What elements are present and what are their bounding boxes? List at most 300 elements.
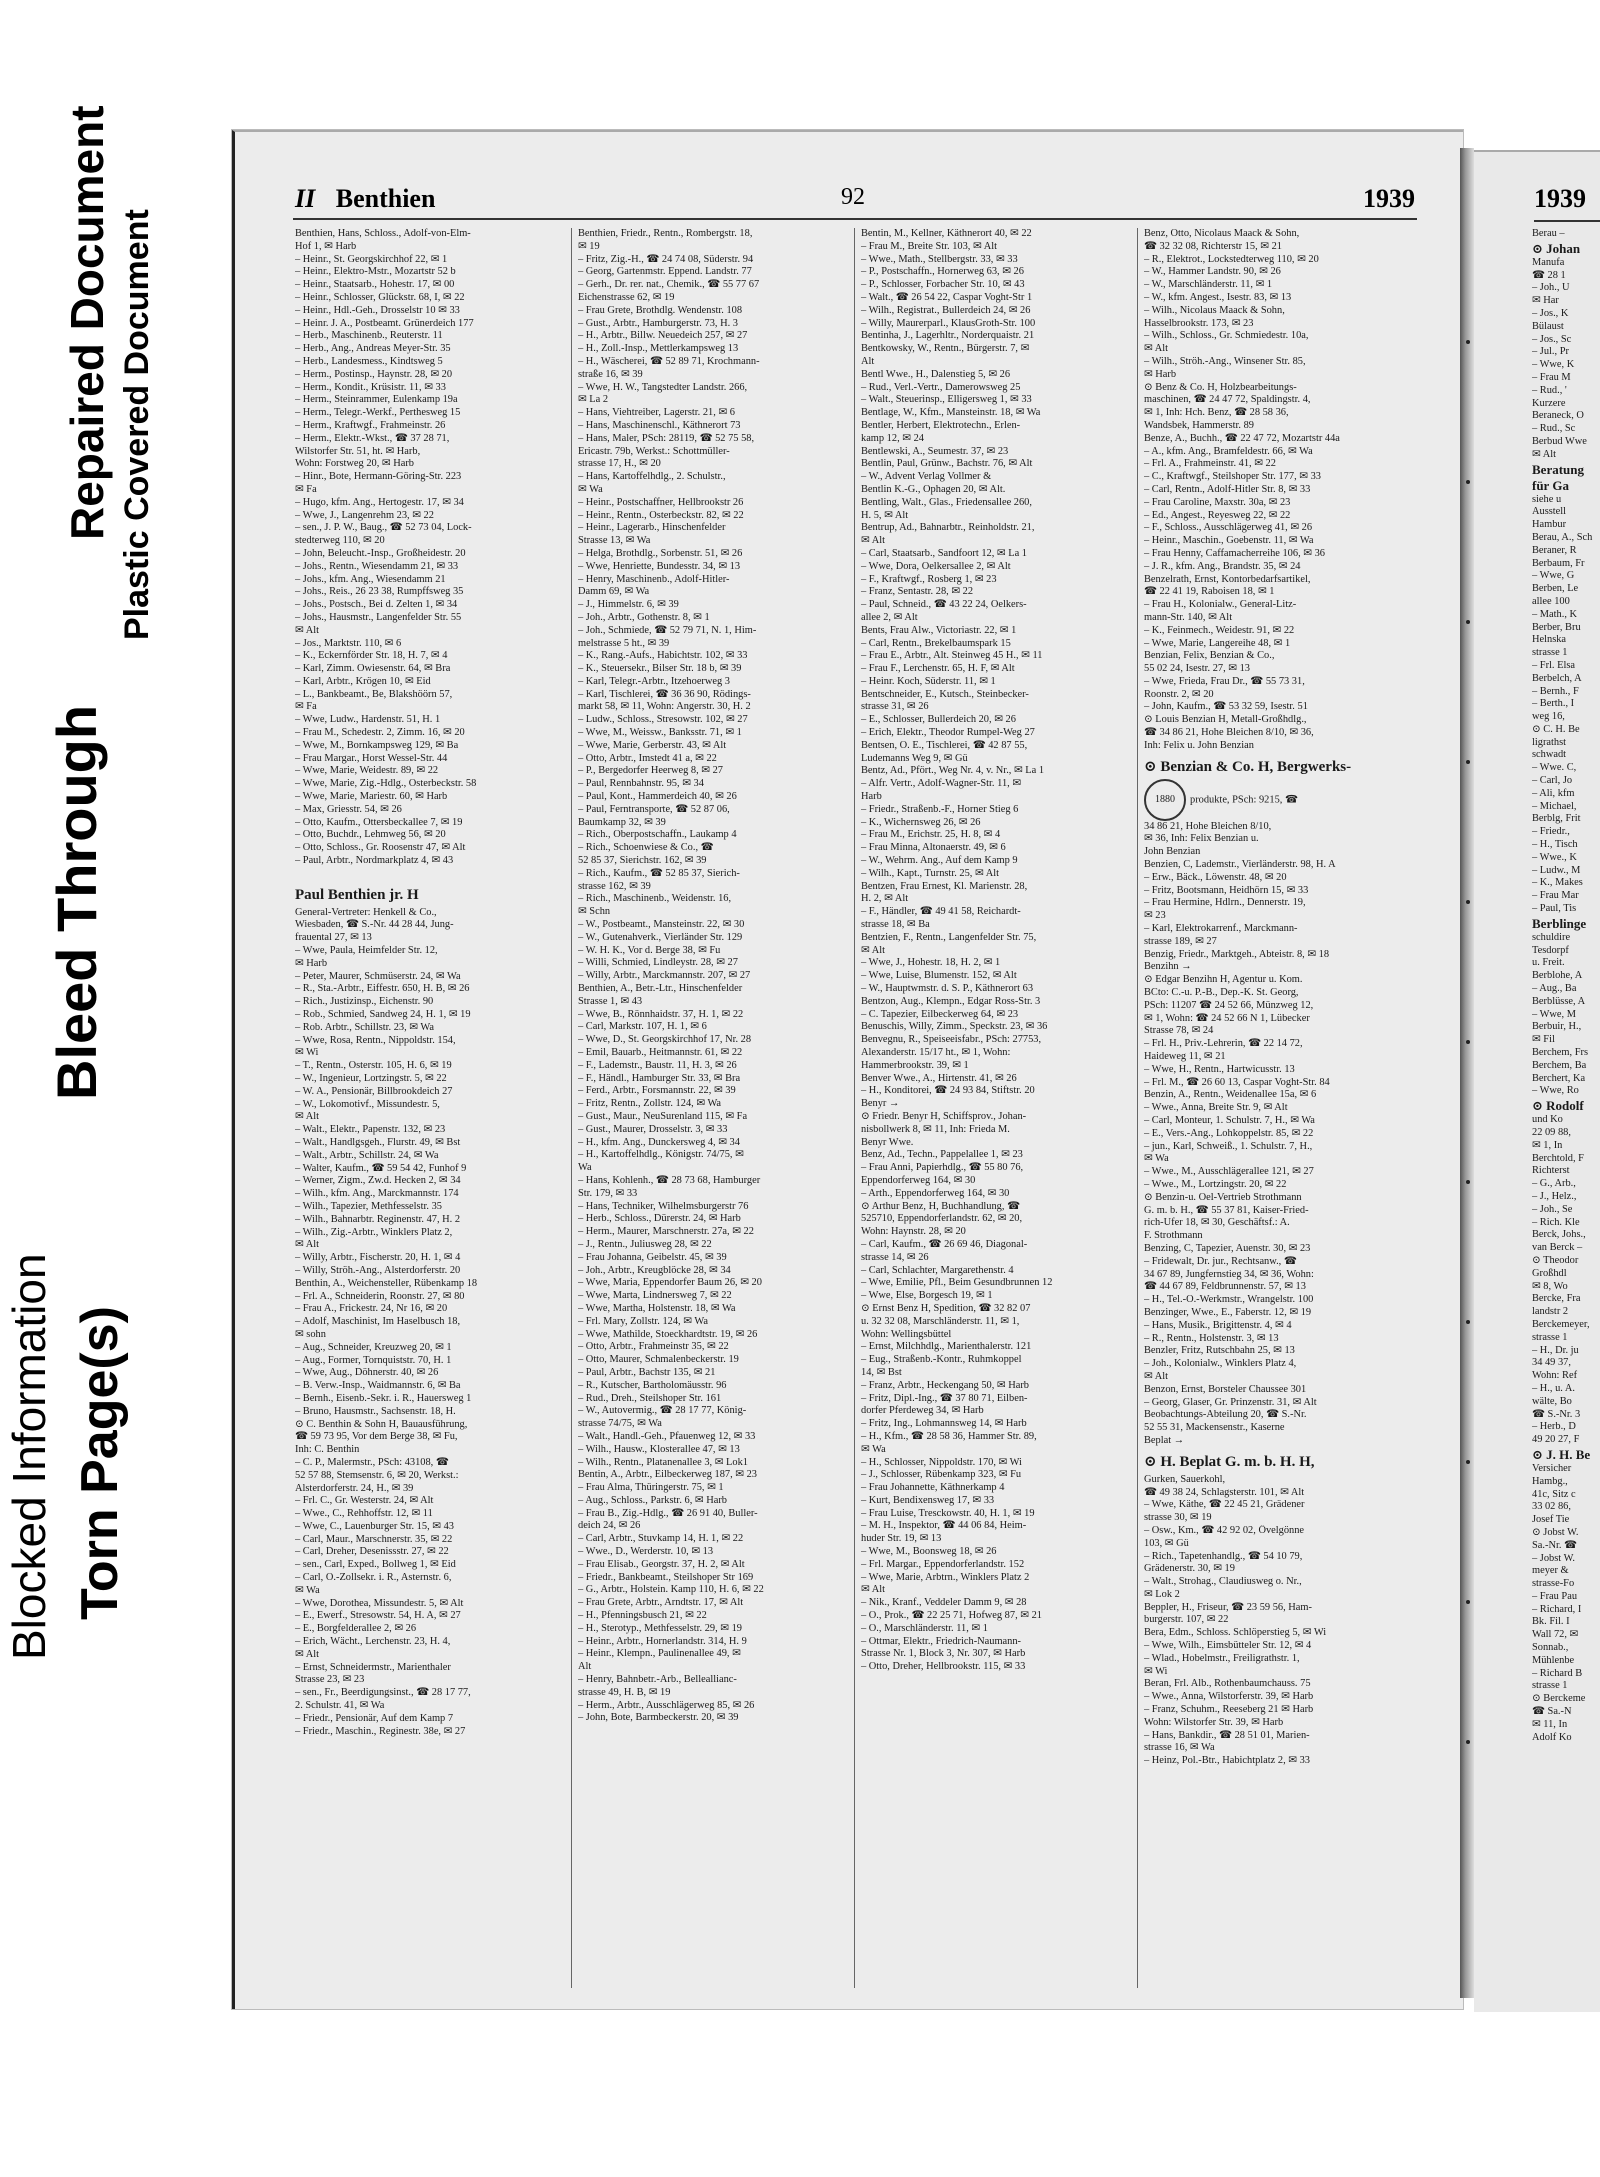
directory-entry: – Carl, Kaufm., ☎ 26 69 46, Diagonal- — [861, 1238, 1028, 1250]
directory-entry: ⊙ Arthur Benz, H, Buchhandlung, ☎ — [861, 1200, 1021, 1212]
directory-entry: ⊙ Ernst Benz H, Spedition, ☎ 32 82 07 — [861, 1302, 1031, 1314]
directory-entry: – Hugo, kfm. Ang., Hertogestr. 17, ✉ 34 — [295, 496, 464, 508]
directory-entry: Berblg, Frit — [1532, 813, 1581, 825]
directory-entry: Ericastr. 79b, Werkst.: Schottmüller- — [578, 445, 730, 457]
directory-entry: – Rud., Dreh., Steilshoper Str. 161 — [578, 1392, 722, 1404]
directory-entry: Wilstorfer Str. 51, ht. ✉ Harb, — [295, 445, 421, 457]
directory-entry: – Carl, Monteur, 1. Schulstr. 7, H., ✉ Wa — [1144, 1115, 1315, 1126]
directory-entry: Hammerbrookstr. 39, ✉ 1 — [861, 1059, 969, 1071]
directory-entry: – Hinr., Bote, Hermann-Göring-Str. 223 — [295, 471, 462, 483]
directory-entry: ✉ 23 — [1144, 910, 1166, 922]
directory-entry: – Wwe, Marie, Weidestr. 89, ✉ 22 — [295, 765, 439, 777]
directory-entry: – Heinr. J. A., Postbeamt. Grünerdeich 177 — [295, 317, 474, 329]
directory-entry: – G., Arb., — [1532, 1178, 1576, 1190]
directory-entry: – Wwe, B., Rönnhaidstr. 37, H. 1, ✉ 22 — [578, 1008, 744, 1020]
directory-entry: ✉ 1, Wohn: ☎ 24 52 66 N 1, Lübecker — [1144, 1012, 1310, 1024]
directory-entry: – Wwe, J., Langenrehm 23, ✉ 22 — [295, 509, 434, 521]
directory-entry: wälte, Bo — [1532, 1395, 1572, 1407]
directory-entry: Benzin, A., Rentn., Weidenallee 15a, ✉ 6 — [1144, 1089, 1317, 1101]
directory-entry: – Wwe, D., St. Georgskirchhof 17, Nr. 28 — [578, 1034, 752, 1046]
directory-entry: – P., Bergedorfer Heerweg 8, ✉ 27 — [578, 765, 723, 777]
directory-entry: ⊙ Edgar Benzihn H, Agentur u. Kom. — [1144, 974, 1303, 986]
column-3 — [861, 228, 1131, 1988]
header-left — [295, 184, 435, 214]
directory-entry: Ausstell — [1532, 506, 1567, 518]
directory-entry: – Paul, Rennbahnstr. 95, ✉ 34 — [578, 778, 704, 790]
directory-entry: – Rich., Tapetenhandlg., ☎ 54 10 79, — [1144, 1550, 1303, 1562]
directory-entry: – Wilh., Kapt., Turnstr. 25, ✉ Alt — [861, 867, 999, 879]
directory-entry: Bentzien, F., Rentn., Langenfelder Str. 75, — [861, 931, 1037, 943]
directory-entry: – Karl, Zimm. Owiesenstr. 64, ✉ Bra — [295, 663, 451, 675]
directory-entry: – P., Schlosser, Forbacher Str. 10, ✉ 43 — [861, 279, 1025, 291]
directory-entry: Bentling, Walt., Glas., Friedensallee 260, — [861, 496, 1032, 508]
directory-entry: – Walter, Kaufm., ☎ 59 54 42, Funhof 9 — [295, 1162, 467, 1174]
directory-entry: – B. Verw.-Insp., Waidmannstr. 6, ✉ Ba — [295, 1380, 461, 1392]
directory-entry: Berbud Wwe — [1532, 435, 1587, 447]
directory-entry: – R., Elektrot., Lockstedterweg 110, ✉ 20 — [1144, 253, 1319, 265]
facing-page-column — [1532, 228, 1600, 1744]
directory-entry: – Wwe, Käthe, ☎ 22 45 21, Grädener — [1144, 1499, 1305, 1511]
directory-entry: – Hans, Techniker, Wilhelmsburgerstr 76 — [578, 1200, 749, 1212]
directory-entry: 22 09 88, — [1532, 1127, 1571, 1138]
stitch-hole-icon — [1466, 1600, 1470, 1604]
directory-entry — [1144, 779, 1414, 821]
directory-entry: – Alfr. Vertr., Adolf-Wagner-Str. 11, ✉ — [861, 778, 1022, 790]
directory-entry: – Wilh., Hausw., Klosterallee 47, ✉ 13 — [578, 1443, 740, 1455]
directory-entry: – Johs., Reis., 26 23 38, Rumpffsweg 35 — [295, 586, 464, 598]
directory-entry: strasse 1 — [1532, 1680, 1568, 1692]
directory-entry: – Rich., Justizinsp., Eichenstr. 90 — [295, 996, 434, 1008]
directory-entry: – Herm., Telegr.-Werkf., Perthesweg 15 — [295, 407, 461, 419]
directory-entry: – Paul, Ferntransporte, ☎ 52 87 06, — [578, 803, 730, 815]
directory-entry: strasse 31, ✉ 26 — [861, 701, 929, 713]
directory-entry: – Otto, Maurer, Schmalenbeckerstr. 19 — [578, 1354, 739, 1366]
directory-entry: Großhdl — [1532, 1267, 1567, 1279]
firm-heading: ⊙ Johan — [1532, 240, 1581, 256]
directory-entry — [295, 868, 565, 881]
directory-entry: Berbaum, Fr — [1532, 557, 1585, 569]
directory-entry: – Fritz, Dipl.-Ing., ☎ 37 80 71, Eilben- — [861, 1392, 1028, 1404]
directory-entry: – C. P., Malermstr., PSch: 43108, ☎ — [295, 1456, 449, 1468]
directory-entry: – Frau M., Erichstr. 25, H. 8, ✉ 4 — [861, 829, 1001, 841]
directory-entry: – Ludw., Schloss., Stresowstr. 102, ✉ 27 — [578, 714, 748, 726]
directory-entry: Beppler, H., Friseur, ☎ 23 59 56, Ham- — [1144, 1601, 1312, 1613]
directory-entry: – Hans, Bankdir., ☎ 28 51 01, Marien- — [1144, 1729, 1310, 1741]
stitch-hole-icon — [1466, 480, 1470, 484]
directory-entry: – Carl, O.-Zollsekr. i. R., Asternstr. 6, — [295, 1572, 452, 1584]
directory-entry: – Paul, Arbtr., Bachstr 135, ✉ 21 — [578, 1366, 716, 1378]
directory-entry: – Ottmar, Elektr., Friedrich-Naumann- — [861, 1635, 1022, 1647]
facing-page — [1474, 150, 1600, 2012]
directory-entry: – Wwe., M., Ausschlägerallee 121, ✉ 27 — [1144, 1166, 1314, 1178]
directory-entry: Bentlewski, A., Seumestr. 37, ✉ 23 — [861, 445, 1009, 457]
directory-entry: H. 2, ✉ Alt — [861, 893, 909, 905]
directory-entry: – Rud., Sc — [1532, 423, 1576, 435]
directory-entry: – Wwe, Henriette, Bundesstr. 34, ✉ 13 — [578, 560, 741, 572]
directory-entry: mann-Str. 140, ✉ Alt — [1144, 611, 1233, 623]
directory-entry: schwadt — [1532, 749, 1567, 761]
directory-entry: stedterweg 110, ✉ 20 — [295, 535, 385, 547]
directory-entry: – Frau Margar., Horst Wessel-Str. 44 — [295, 752, 448, 764]
column-divider — [571, 228, 572, 1988]
directory-entry: – Jos., K — [1532, 307, 1569, 319]
header-title: Benthien — [335, 184, 436, 213]
directory-entry: Inh: Felix u. John Benzian — [1144, 739, 1254, 751]
directory-entry: 14, ✉ Bst — [861, 1366, 902, 1378]
directory-entry: – Walt., Handlgsgeh., Flurstr. 49, ✉ Bst — [295, 1136, 461, 1148]
directory-columns — [295, 228, 1419, 1988]
directory-entry: Wa — [578, 1162, 592, 1174]
directory-entry: – H., Dr. ju — [1532, 1344, 1579, 1356]
directory-entry: Beplat → — [1144, 1434, 1185, 1446]
facing-header-rule — [1534, 220, 1600, 222]
directory-entry: Strasse 23, ✉ 23 — [295, 1674, 365, 1686]
directory-entry: landstr 2 — [1532, 1306, 1569, 1318]
directory-entry: Berbuir, H., — [1532, 1021, 1582, 1033]
directory-entry: – Frl. C., Gr. Westerstr. 24, ✉ Alt — [295, 1495, 434, 1507]
directory-entry: – Heinr., Maschin., Goebenstr. 11, ✉ Wa — [1144, 535, 1314, 547]
company-seal-icon: 1880 — [1144, 779, 1186, 821]
directory-entry: rich-Ufer 18, ✉ 30, Geschäftsf.: A. — [1144, 1217, 1290, 1229]
directory-entry: Hasselbrookstr. 173, ✉ 23 — [1144, 317, 1254, 329]
directory-entry: – Heinr., Lagerarb., Hinschenfelder — [578, 522, 726, 534]
directory-entry: – Herm., Maurer, Marschnerstr. 27a, ✉ 22 — [578, 1226, 754, 1238]
directory-entry: maschinen, ☎ 24 47 72, Spaldingstr. 4, — [1144, 394, 1311, 406]
directory-entry: strasse-Fo — [1532, 1578, 1575, 1590]
directory-entry: – Frau Johannette, Käthnerkamp 4 — [861, 1482, 1005, 1494]
directory-entry: – M. H., Inspektor, ☎ 44 06 84, Heim- — [861, 1520, 1027, 1532]
directory-entry: – H., kfm. Ang., Dunckersweg 4, ✉ 34 — [578, 1136, 740, 1148]
directory-entry: – Erich, Elektr., Theodor Rumpel-Weg 27 — [861, 727, 1035, 739]
directory-entry: – Wilh., Tapezier, Methfesselstr. 35 — [295, 1200, 442, 1212]
directory-entry: – Wwe, Marie, Langereihe 48, ✉ 1 — [1144, 637, 1291, 649]
directory-entry: Benzon, Ernst, Borsteler Chaussee 301 — [1144, 1383, 1307, 1395]
directory-entry: – W. A., Pensionär, Billbrookdeich 27 — [295, 1085, 453, 1097]
directory-entry: – Herb., D — [1532, 1421, 1576, 1433]
directory-entry: – Jul., Pr — [1532, 346, 1569, 358]
directory-entry: – Frau Luise, Tresckowstr. 40, H. 1, ✉ 19 — [861, 1507, 1035, 1519]
directory-entry: – Frl. Mary, Zollstr. 124, ✉ Wa — [578, 1315, 708, 1327]
directory-entry: – Ferd., Arbtr., Forsmannstr. 22, ✉ 39 — [578, 1085, 736, 1097]
directory-entry: Bentrup, Ad., Bahnarbtr., Reinholdstr. 21, — [861, 522, 1035, 534]
directory-entry: – jun., Karl, Schweiß., 1. Schulstr. 7, H., — [1144, 1140, 1313, 1152]
directory-entry: – Heinr., St. Georgskirchhof 22, ✉ 1 — [295, 253, 448, 265]
directory-entry: Bentsen, O. E., Tischlerei, ☎ 42 87 55, — [861, 739, 1028, 751]
directory-entry: – Frau Grete, Brothdlg. Wendenstr. 108 — [578, 304, 743, 316]
directory-entry: kamp 12, ✉ 24 — [861, 432, 924, 444]
directory-entry: ⊙ Benz & Co. H, Holzbearbeitungs- — [1144, 381, 1297, 393]
directory-entry: strasse 1 — [1532, 1331, 1568, 1343]
directory-entry: Benuschis, Willy, Zimm., Speckstr. 23, ✉ 36 — [861, 1021, 1048, 1033]
directory-entry: – Wwe, M., Bornkampsweg 129, ✉ Ba — [295, 739, 459, 751]
directory-entry: ☎ 28 1 — [1532, 269, 1566, 281]
directory-entry: – H., Sterotyp., Methfesselstr. 29, ✉ 19 — [578, 1622, 742, 1634]
directory-entry: ✉ Fa — [295, 483, 317, 495]
directory-entry: – Frl. M., ☎ 26 60 13, Caspar Voght-Str. 84 — [1144, 1076, 1330, 1088]
directory-entry: u. 32 32 08, Marschländerstr. 11, ✉ 1, — [861, 1315, 1020, 1327]
directory-entry: – W., kfm. Angest., Isestr. 83, ✉ 13 — [1144, 291, 1292, 303]
directory-entry: Baumkamp 32, ✉ 39 — [578, 816, 666, 828]
directory-entry: strasse 30, ✉ 19 — [1144, 1512, 1212, 1524]
directory-entry: – J., Schlosser, Rübenkamp 323, ✉ Fu — [861, 1469, 1022, 1481]
directory-entry: Eichenstrasse 62, ✉ 19 — [578, 291, 675, 303]
directory-entry: Benzler, Fritz, Rutschbahn 25, ✉ 13 — [1144, 1345, 1295, 1357]
directory-entry: BCto: C.-u. P.-B., Dep.-K. St. Georg, — [1144, 987, 1299, 999]
directory-entry: Beraneck, O — [1532, 410, 1584, 422]
directory-entry: ✉ Wa — [1144, 1153, 1169, 1165]
directory-entry: – Rob. Arbtr., Schillstr. 23, ✉ Wa — [295, 1021, 435, 1033]
directory-entry: Roonstr. 2, ✉ 20 — [1144, 688, 1214, 700]
directory-entry: 34 67 89, Jungfernstieg 34, ✉ 36, Wohn: — [1144, 1268, 1314, 1280]
directory-entry: – Wwe., Math., Stellbergstr. 33, ✉ 33 — [861, 253, 1018, 265]
directory-entry: – Heinr., Hdl.-Geh., Drosselstr 10 ✉ 33 — [295, 304, 460, 316]
directory-entry: – Wwe, Luise, Blumenstr. 152, ✉ Alt — [861, 970, 1017, 982]
directory-entry: – Herm., Arbtr., Ausschlägerweg 85, ✉ 26 — [578, 1699, 755, 1711]
directory-entry: – H., Pfenningsbusch 21, ✉ 22 — [578, 1610, 707, 1622]
directory-entry: – Frau Grete, Arbtr., Arndtstr. 17, ✉ Alt — [578, 1597, 744, 1609]
directory-entry: – Walt., Elektr., Papenstr. 132, ✉ 23 — [295, 1124, 446, 1136]
directory-entry: – Hans, Maschinenschl., Käthnerort 73 — [578, 419, 741, 431]
directory-entry: – Frl. A., Frahmeinstr. 41, ✉ 22 — [1144, 458, 1276, 470]
directory-entry: – Carl, Rentn., Adolf-Hitler Str. 8, ✉ 33 — [1144, 483, 1311, 495]
directory-entry: – Johs., Postsch., Bei d. Zelten 1, ✉ 34 — [295, 599, 458, 611]
directory-entry: Richterst — [1532, 1165, 1570, 1177]
directory-entry: – Joh., U — [1532, 282, 1570, 294]
directory-entry: – H., Konditorei, ☎ 24 93 84, Stiftstr. 20 — [861, 1085, 1035, 1097]
directory-entry: – Bruno, Hausmstr., Sachsenstr. 18, H. — [295, 1405, 456, 1417]
directory-entry: – Wwe, Dorothea, Missundestr. 5, ✉ Alt — [295, 1597, 464, 1609]
directory-entry: – O., Marschländerstr. 11, ✉ 1 — [861, 1622, 988, 1634]
directory-entry: – W., Gutenahverk., Vierländer Str. 129 — [578, 931, 743, 943]
directory-entry: – Karl, Arbtr., Krögen 10, ✉ Eid — [295, 675, 431, 687]
directory-entry: Wohn: Ref — [1532, 1370, 1578, 1382]
directory-entry: – R., Sta.-Arbtr., Eiffestr. 650, H. B, ✉ 26 — [295, 983, 470, 995]
directory-entry: Benyr → — [861, 1098, 900, 1110]
directory-entry: Bercke, Fra — [1532, 1293, 1581, 1305]
directory-entry: ✉ Alt — [295, 1239, 320, 1251]
directory-entry: weg 16, — [1532, 711, 1565, 723]
directory-entry: – Wwe, K — [1532, 359, 1575, 371]
directory-entry: – L., Bankbeamt., Be, Blakshöörn 57, — [295, 688, 453, 700]
directory-entry: – Otto, Kaufm., Ottersbeckallee 7, ✉ 19 — [295, 816, 463, 828]
directory-entry: Wiesbaden, ☎ S.-Nr. 44 28 44, Jung- — [295, 919, 454, 931]
directory-entry: ✉ Alt — [861, 944, 886, 956]
directory-entry: ☎ 22 41 19, Raboisen 18, ✉ 1 — [1144, 586, 1275, 598]
directory-entry: – sen., Fr., Beerdigungsinst., ☎ 28 17 77, — [295, 1687, 471, 1699]
blocked-information-label: Blocked Information — [3, 1253, 55, 1660]
directory-entry: – Hans, Viehtreiber, Lagerstr. 21, ✉ 6 — [578, 407, 735, 419]
directory-entry: – Wilh., kfm. Ang., Marckmannstr. 174 — [295, 1188, 459, 1200]
directory-entry: – A., kfm. Ang., Bramfeldestr. 66, ✉ Wa — [1144, 445, 1313, 457]
directory-entry: – Michael, — [1532, 800, 1577, 812]
directory-entry: allee 100 — [1532, 595, 1570, 607]
directory-entry: ☎ S.-Nr. 3 — [1532, 1408, 1581, 1420]
directory-entry: Inh: C. Benthin — [295, 1444, 360, 1456]
directory-entry: – K., Feinmech., Weidestr. 91, ✉ 22 — [1144, 624, 1295, 636]
directory-entry: – Frau B., Zig.-Hdlg., ☎ 26 91 40, Buller- — [578, 1507, 758, 1519]
directory-entry: – Johs., Hausmstr., Langenfelder Str. 55 — [295, 611, 462, 623]
directory-entry: – Wwe, Maria, Eppendorfer Baum 26, ✉ 20 — [578, 1277, 762, 1289]
directory-entry: – Jos., Sc — [1532, 333, 1572, 345]
directory-entry: ✉ 19 — [578, 240, 600, 252]
directory-entry: Bentin, M., Kellner, Käthnerort 40, ✉ 22 — [861, 228, 1032, 239]
directory-entry: – Erw., Bäck., Löwenstr. 48, ✉ 20 — [1144, 871, 1287, 883]
directory-entry: G. m. b. H., ☎ 55 37 81, Kaiser-Fried- — [1144, 1204, 1309, 1216]
directory-entry: – Heinr., Elektro-Mstr., Mozartstr 52 b — [295, 266, 456, 278]
directory-entry: – W., Hammer Landstr. 90, ✉ 26 — [1144, 266, 1281, 278]
directory-entry: – Heinr., Arbtr., Hornerlandstr. 314, H. 9 — [578, 1635, 747, 1647]
directory-entry: – Johs., Rentn., Wiesendamm 21, ✉ 33 — [295, 560, 459, 572]
directory-entry: Bentschneider, E., Kutsch., Steinbecker- — [861, 688, 1029, 700]
directory-entry: Berchert, Ka — [1532, 1072, 1586, 1084]
directory-entry: ✉ Alt — [295, 1111, 320, 1123]
directory-entry: – O., Prok., ☎ 22 25 71, Hofweg 87, ✉ 21 — [861, 1610, 1042, 1622]
directory-entry: – H., Kartoffelhdlg., Königstr. 74/75, ✉ — [578, 1149, 744, 1161]
directory-entry: – Frau Alma, Thüringerstr. 75, ✉ 1 — [578, 1482, 724, 1494]
column-divider — [1137, 228, 1138, 1988]
directory-entry: – Aug., Schloss., Parkstr. 6, ✉ Harb — [578, 1494, 727, 1506]
directory-entry: – Ernst, Schneidermstr., Marienthaler — [295, 1661, 451, 1673]
directory-entry: – Frau Pau — [1532, 1590, 1578, 1602]
directory-entry: ✉ Wa — [861, 1443, 886, 1455]
directory-entry: – Hans, Musik., Brigittenstr. 4, ✉ 4 — [1144, 1319, 1292, 1331]
directory-entry: – Wwe, Marie, Arbtrn., Winklers Platz 2 — [861, 1571, 1030, 1583]
directory-entry: Beraner, R — [1532, 544, 1577, 556]
directory-entry: – Rich., Schoenwiese & Co., ☎ — [578, 842, 714, 854]
directory-entry: – Fritz, Bootsmann, Heidhörn 15, ✉ 33 — [1144, 884, 1309, 896]
page-number: 92 — [841, 184, 865, 210]
directory-entry: Berchtold, F — [1532, 1152, 1584, 1164]
directory-entry: – Rich., Kaufm., ☎ 52 85 37, Sierich- — [578, 867, 740, 879]
directory-entry: – Franz, Schuhm., Reeseberg 21 ✉ Harb — [1144, 1704, 1314, 1716]
directory-entry: – Herm., Kraftwgf., Frahmeinstr. 26 — [295, 419, 446, 431]
directory-entry: – Bernh., F — [1532, 685, 1579, 697]
directory-entry: Benver Wwe., A., Hirtenstr. 41, ✉ 26 — [861, 1072, 1017, 1084]
directory-entry: strasse 1 — [1532, 647, 1568, 659]
directory-entry: – Johs., kfm. Ang., Wiesendamm 21 — [295, 573, 446, 585]
directory-entry: – H., Kfm., ☎ 28 58 36, Hammer Str. 89, — [861, 1430, 1037, 1442]
directory-entry: Benz, Ad., Techn., Pappelallee 1, ✉ 23 — [861, 1149, 1023, 1161]
directory-entry: – W., Marschländerstr. 11, ✉ 1 — [1144, 279, 1273, 291]
directory-entry: – Willy, Arbtr., Marckmannstr. 207, ✉ 27 — [578, 970, 751, 982]
directory-entry: – Karl, Telegr.-Arbtr., Itzehoerweg 3 — [578, 675, 730, 687]
directory-entry: Damm 69, ✉ Wa — [578, 586, 650, 598]
directory-entry: – F., Händler, ☎ 49 41 58, Reichardt- — [861, 906, 1021, 918]
directory-entry: ⊙ Berckeme — [1532, 1693, 1586, 1705]
directory-entry: strasse 16, ✉ Wa — [1144, 1742, 1215, 1754]
directory-entry: – Wwe, Marta, Lindnersweg 7, ✉ 22 — [578, 1290, 732, 1302]
directory-entry: – Osw., Km., ☎ 42 92 02, Övelgönne — [1144, 1524, 1305, 1536]
directory-entry: – Otto, Arbtr., Imstedt 41 a, ✉ 22 — [578, 752, 717, 764]
directory-entry: – Carl, Staatsarb., Sandfoort 12, ✉ La 1 — [861, 547, 1027, 559]
directory-entry: Sonnab., — [1532, 1642, 1569, 1654]
directory-entry: van Berck – — [1532, 1242, 1583, 1254]
directory-entry: Bentin, A., Arbtr., Eilbeckerweg 187, ✉ 23 — [578, 1469, 757, 1481]
directory-entry: ⊙ Jobst W. — [1532, 1526, 1579, 1538]
directory-entry: Strasse Nr. 1, Block 3, Nr. 307, ✉ Harb — [861, 1648, 1026, 1660]
directory-entry: – Fridewalt, Dr. jur., Rechtsanw., ☎ — [1144, 1255, 1297, 1267]
directory-entry: – Henry, Maschinenb., Adolf-Hitler- — [578, 573, 730, 585]
directory-entry: – Carl, Maur., Marschnerstr. 35, ✉ 22 — [295, 1533, 453, 1545]
directory-entry: – Heinr. Koch, Süderstr. 11, ✉ 1 — [861, 675, 996, 687]
directory-entry: – Jos., Marktstr. 110, ✉ 6 — [295, 637, 402, 649]
directory-entry: – Heinr., Staatsarb., Hohestr. 17, ✉ 00 — [295, 279, 455, 291]
directory-entry: ✉ Har — [1532, 295, 1559, 307]
directory-entry: – Frau Mar — [1532, 890, 1579, 902]
directory-entry: – Wwe, Rosa, Rentn., Nippoldstr. 154, — [295, 1034, 456, 1046]
directory-entry: – Karl, Tischlerei, ☎ 36 36 90, Rödings- — [578, 688, 751, 700]
directory-entry: – Joh., Arbtr., Kreugblöcke 28, ✉ 34 — [578, 1264, 731, 1276]
directory-entry: – Kurt, Bendixensweg 17, ✉ 33 — [861, 1494, 995, 1506]
running-header — [295, 184, 1415, 218]
directory-entry: ✉ Alt — [861, 535, 886, 547]
directory-entry: – Wwe, Marie, Mariestr. 60, ✉ Harb — [295, 791, 448, 803]
directory-entry: ⊙ Louis Benzian H, Metall-Großhdlg., — [1144, 714, 1307, 726]
directory-entry: ✉ 8, Wo — [1532, 1280, 1568, 1292]
directory-entry: – Heinr., Postschaffner, Hellbrookstr 26 — [578, 496, 744, 508]
stitch-hole-icon — [1466, 1180, 1470, 1184]
directory-entry: Kurzere — [1532, 397, 1566, 409]
stitch-hole-icon — [1466, 760, 1470, 764]
directory-entry: – Frl. Margar., Eppendorferlandstr. 152 — [861, 1558, 1025, 1570]
directory-entry: – Wwe., K — [1532, 851, 1577, 863]
column-divider — [854, 228, 855, 1988]
directory-entry: Hambur — [1532, 519, 1567, 531]
directory-entry: – Wwe., C., Rehhoffstr. 12, ✉ 11 — [295, 1508, 433, 1520]
directory-entry: strasse 162, ✉ 39 — [578, 880, 651, 892]
header-year: 1939 — [1363, 184, 1415, 213]
directory-entry: – Carl, Arbtr., Stuvkamp 14, H. 1, ✉ 22 — [578, 1533, 744, 1545]
directory-entry: – Frl. A., Schneiderin, Roonstr. 27, ✉ 80 — [295, 1290, 465, 1302]
directory-entry: ⊙ C. H. Be — [1532, 723, 1580, 735]
directory-entry: – Eug., Straßenb.-Kontr., Ruhmkoppel — [861, 1354, 1022, 1366]
directory-entry: – K., Makes — [1532, 877, 1583, 889]
directory-entry: John Benzian — [1144, 846, 1201, 858]
directory-entry: Berck, Johs., — [1532, 1229, 1586, 1241]
stitch-hole-icon — [1466, 1460, 1470, 1464]
directory-entry: 55 02 24, Isestr. 27, ✉ 13 — [1144, 663, 1250, 675]
directory-entry: – Wilh., Nicolaus Maack & Sohn, — [1144, 304, 1285, 316]
directory-entry: strasse 74/75, ✉ Wa — [578, 1418, 662, 1430]
directory-entry: – K., Rang.-Aufs., Habichtstr. 102, ✉ 33 — [578, 650, 748, 662]
directory-entry: – Heinr., Schlosser, Glückstr. 68, I, ✉ 22 — [295, 291, 465, 303]
directory-entry: ✉ 1, Inh: Hch. Benz, ☎ 28 58 36, — [1144, 407, 1289, 419]
directory-entry: Berber, Bru — [1532, 621, 1581, 633]
directory-entry: – J., Helz., — [1532, 1190, 1577, 1202]
directory-entry: – Joh., Kolonialw., Winklers Platz 4, — [1144, 1358, 1297, 1370]
document-condition-labels — [0, 0, 220, 2177]
directory-entry: Alt — [578, 1661, 592, 1673]
directory-entry: – R., Rentn., Holstenstr. 3, ✉ 13 — [1144, 1332, 1279, 1344]
directory-entry: – Frau F., Lerchenstr. 65, H. F, ✉ Alt — [861, 663, 1015, 675]
directory-entry: H. 5, ✉ Alt — [861, 509, 909, 521]
directory-entry: – John, Beleucht.-Insp., Großheidestr. 20 — [295, 547, 466, 559]
directory-entry: ✉ Schn — [578, 906, 611, 918]
directory-entry: – Otto, Buchdr., Lehmweg 56, ✉ 20 — [295, 829, 446, 841]
directory-entry: – Wwe., Anna, Breite Str. 9, ✉ Alt — [1144, 1102, 1288, 1114]
directory-entry: – Wilh., Ströh.-Ang., Winsener Str. 85, — [1144, 355, 1306, 367]
directory-entry: – K., Eckernförder Str. 18, H. 7, ✉ 4 — [295, 650, 448, 662]
directory-entry: Hof 1, ✉ Harb — [295, 240, 357, 252]
directory-entry: – Joh., Arbtr., Gothenstr. 8, ✉ 1 — [578, 611, 710, 623]
directory-entry: Berblüsse, A — [1532, 995, 1586, 1007]
directory-entry: deich 24, ✉ 26 — [578, 1520, 641, 1532]
directory-entry: – Werner, Zigm., Zw.d. Hecken 2, ✉ 34 — [295, 1175, 461, 1187]
directory-entry: Harb — [861, 791, 882, 803]
directory-entry: – Willy, Maurerparl., KlausGroth-Str. 100 — [861, 317, 1036, 329]
directory-entry: 41c, Sitz c — [1532, 1488, 1576, 1500]
directory-entry: – Wwe., Anna, Wilstorferstr. 39, ✉ Harb — [1144, 1691, 1314, 1703]
